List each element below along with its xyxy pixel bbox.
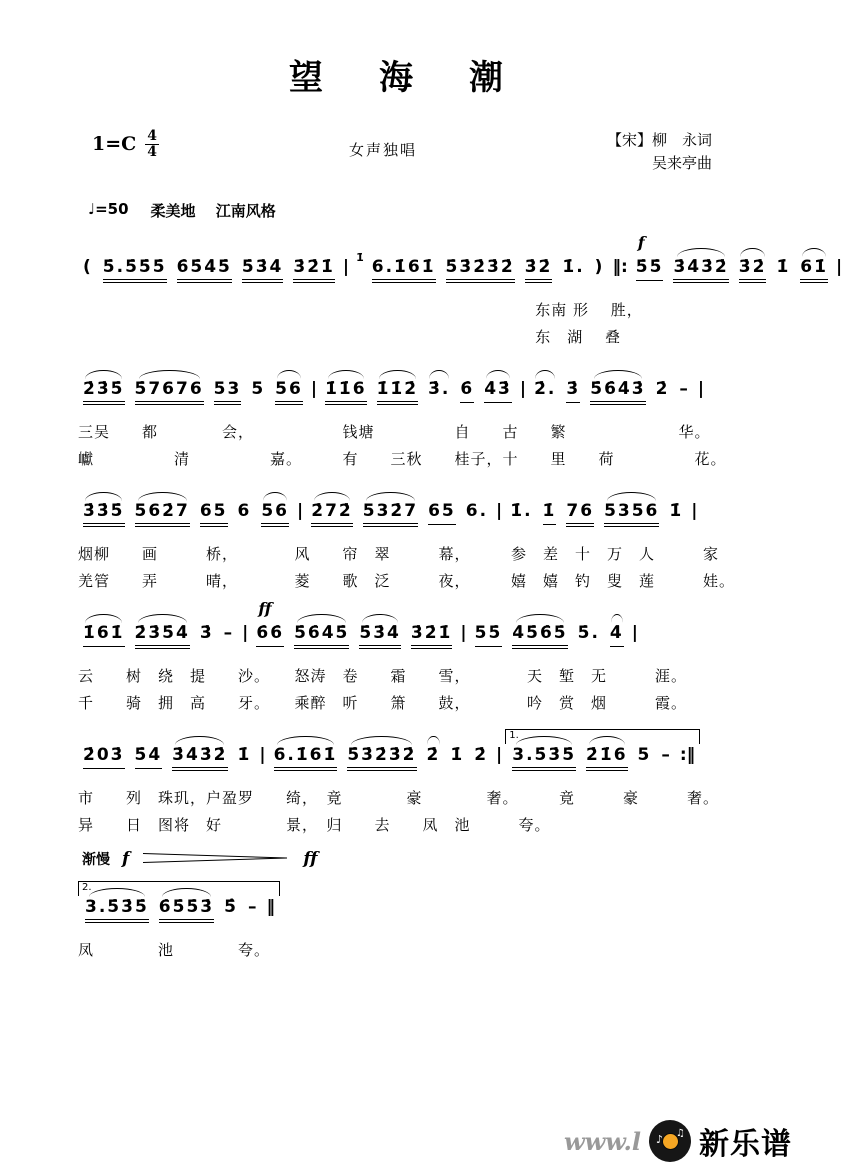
notation-line: [78, 481, 722, 541]
note-group: 65: [200, 501, 228, 527]
barline: |: [835, 256, 842, 277]
barline: ‖:: [612, 256, 628, 277]
note-group: 53: [214, 379, 242, 405]
expression-marking: 柔美地 江南风格: [150, 201, 276, 220]
barline: |: [519, 378, 527, 399]
rallentando-label: 渐慢: [82, 851, 110, 868]
note-group: 1̇.: [510, 500, 533, 521]
note-group: 2̇72̇: [311, 501, 353, 527]
lyric-line: 千 骑 拥 高 牙。 乘醉 听 箫 鼓， 吟 赏 烟 霞。: [78, 693, 688, 712]
dynamics-row: [82, 849, 722, 869]
volta-bracket: [80, 881, 278, 923]
note-group: 3̇4̇3̇2̇: [673, 257, 728, 283]
barline: |: [496, 500, 503, 521]
note-group: 3̇4̇3̇2̇: [172, 745, 227, 771]
note-group: 5: [251, 378, 266, 399]
note-group: 5̇5̇ f: [636, 257, 664, 281]
barline: |: [242, 622, 249, 643]
note-group: 2̇.: [534, 378, 557, 399]
lyricist-credit: 【宋】柳 永词: [606, 131, 712, 149]
note-group: 2̇: [474, 744, 489, 765]
grace-note: 1̇: [356, 250, 366, 264]
note-group: 3.5̇3̇5̇: [512, 745, 576, 771]
note-group: 2̇: [426, 744, 441, 765]
note-group: 1̇1̇2̇: [377, 379, 419, 405]
lyric-line: 云 树 绕 提 沙。 怒涛 卷 霜 雪， 天 堑 无 涯。: [78, 666, 688, 685]
notation-line: [78, 877, 722, 937]
notation-system: [78, 725, 722, 869]
lyric-line: 异 日 图将 好 景， 归 去 凤 池 夸。: [78, 815, 551, 834]
note-group: 1̇: [543, 501, 557, 525]
score: [78, 232, 842, 964]
watermark-url: www.l: [563, 1126, 641, 1156]
note-group: 3.5̇3̇5̇: [85, 897, 149, 923]
notation-system: [78, 481, 736, 595]
notation-line: [78, 232, 842, 297]
tempo-marking: ♩=50: [88, 199, 129, 218]
note-group: 6̇6̇ ff: [256, 623, 284, 647]
note-group: 5̂: [224, 896, 238, 917]
key-label: 1=C: [92, 133, 137, 156]
note-group: 76: [566, 501, 594, 527]
note-group: 3̇: [199, 622, 214, 643]
note-group: 61̇: [800, 257, 828, 283]
note-group: 5̇3̇2̇3̇2̇: [347, 745, 416, 771]
note-group: 2̇03̇: [83, 745, 125, 769]
volta-bracket: [507, 729, 698, 771]
barline: |: [697, 378, 705, 399]
note-group: 5̇3̇4̇: [359, 623, 401, 649]
note-group: 1̇: [776, 256, 791, 277]
note-group: 5̇6̇4̇5̇: [294, 623, 349, 649]
note-group: 1̇: [450, 744, 465, 765]
note-group: 5̇.: [577, 622, 600, 643]
note-group: 4̇5̇6̇5̇: [512, 623, 567, 649]
hairpin-icon: [141, 849, 291, 868]
note-group: 1̇61̇: [83, 623, 125, 647]
barline: :‖: [679, 744, 696, 765]
note-group: 3̇2̇1̇: [293, 257, 335, 283]
note-group: (: [83, 256, 93, 277]
note-group: 5̇7676: [135, 379, 204, 405]
tempo-row: [88, 200, 792, 221]
time-signature-top: 4: [147, 128, 158, 144]
meta-row: [92, 129, 712, 176]
note-group: 56: [275, 379, 303, 405]
note-group: 2̇: [655, 378, 670, 399]
voice-type-label: 女声独唱: [348, 141, 417, 159]
note-group: 56: [261, 501, 289, 527]
dynamic-mark: f: [637, 232, 645, 252]
note-group: 2̇1̇6: [586, 745, 628, 771]
volta-number: 2.: [82, 881, 92, 893]
notation-system: [78, 877, 722, 964]
credits: [607, 129, 712, 176]
lyric-line: 烟柳 画 桥， 风 帘 翠 幕， 参 差 十 万 人 家: [78, 544, 720, 563]
note-group: 1̇.: [562, 256, 585, 277]
note-group: 3̇: [566, 379, 580, 403]
lyric-line: 巘 清 嘉。 有 三秋 桂子，十 里 荷 花。: [78, 449, 727, 468]
note-group: 5: [637, 744, 652, 765]
note-group: 3̇2̇1̇: [411, 623, 453, 649]
note-group: 1̇1̇6: [325, 379, 367, 405]
lyric-line: 三吴 都 会， 钱塘 自 古 繁 华。: [78, 422, 711, 441]
note-group: 562̇7: [135, 501, 190, 527]
note-group: 3̇2̇: [525, 257, 553, 283]
dynamic-mark: ff: [258, 598, 272, 618]
site-brand-name: 新乐谱: [699, 1127, 792, 1162]
composer-credit: 吴来亭曲: [651, 154, 712, 173]
note-group: 6: [237, 500, 252, 521]
note-group: 2̇3̇5̇4̇: [135, 623, 190, 649]
note-group: 3̇.: [428, 378, 451, 399]
note-group: 6.1̇61̇: [372, 257, 436, 283]
note-group: 6̇5̇5̇3̇: [159, 897, 214, 923]
time-signature-bottom: 4: [147, 143, 158, 160]
site-watermark: [564, 1119, 792, 1163]
barline: |: [496, 744, 503, 765]
note-group: 532̇7: [363, 501, 418, 527]
note-group: –: [223, 622, 235, 643]
volta-number: 1.: [509, 729, 519, 741]
note-group: 3̇2̇: [739, 257, 767, 283]
note-group: 5̇3̇4̇: [242, 257, 284, 283]
note-group: 5356: [604, 501, 659, 527]
barline: |: [342, 256, 350, 277]
note-group: ): [594, 256, 605, 277]
note-group: 6̇5̇4̇5̇: [177, 257, 232, 283]
note-group: 3̇3̇5̇: [83, 501, 125, 527]
time-signature: [145, 129, 159, 159]
note-group: 5̇6̇4̇3̇: [590, 379, 645, 405]
barline: |: [691, 500, 698, 521]
music-note-icon: ♫: [676, 1128, 685, 1139]
note-group: –: [679, 378, 690, 399]
note-group: 6̇: [460, 379, 474, 403]
lyric-line: 市 列 珠玑，户盈罗 绮， 竟 豪 奢。 竟 豪 奢。: [78, 788, 720, 807]
notation-system: [78, 598, 722, 717]
note-group: –: [661, 744, 672, 765]
note-group: 6.: [465, 500, 489, 521]
note-group: 6.1̇61̇: [274, 745, 338, 771]
dynamic-mark: ff: [303, 848, 318, 869]
dynamic-mark: f: [122, 848, 130, 869]
notation-line: [78, 359, 722, 419]
barline: ‖: [266, 896, 275, 917]
notation-line: [78, 598, 722, 663]
page-title: 望海潮: [289, 58, 559, 98]
barline: |: [297, 500, 304, 521]
note-group: 4̇3̇: [484, 379, 512, 403]
barline: |: [310, 378, 318, 399]
note-group: –: [247, 896, 259, 917]
key-signature: [92, 129, 159, 159]
note-group: 1̇: [669, 500, 684, 521]
barline: |: [631, 622, 638, 643]
lyric-line: 东南 形 胜，: [535, 300, 643, 319]
vinyl-record-icon: [649, 1120, 691, 1162]
barline: |: [259, 744, 266, 765]
note-group: 5̇4̇: [135, 745, 163, 769]
notation-system: [78, 232, 842, 351]
note-group: 5̇3̇2̇3̇2̇: [446, 257, 515, 283]
lyric-line: 凤 池 夸。: [78, 940, 271, 959]
notation-system: [78, 359, 727, 473]
note-group: 55̇: [475, 623, 503, 647]
note-group: 5̇.5̇5̇5̇: [103, 257, 167, 283]
lyric-line: 羌管 弄 晴， 菱 歌 泛 夜， 嬉 嬉 钓 叟 莲 娃。: [78, 571, 736, 590]
note-group: 65: [428, 501, 456, 525]
note-group: 4̇: [610, 623, 624, 647]
lyric-line: 东 湖 叠: [535, 327, 622, 346]
notation-line: [78, 725, 722, 785]
note-group: 1̇: [237, 744, 252, 765]
barline: |: [460, 622, 467, 643]
music-note-icon: ♪: [656, 1133, 664, 1146]
note-group: 2̇3̇5̇: [83, 379, 125, 405]
